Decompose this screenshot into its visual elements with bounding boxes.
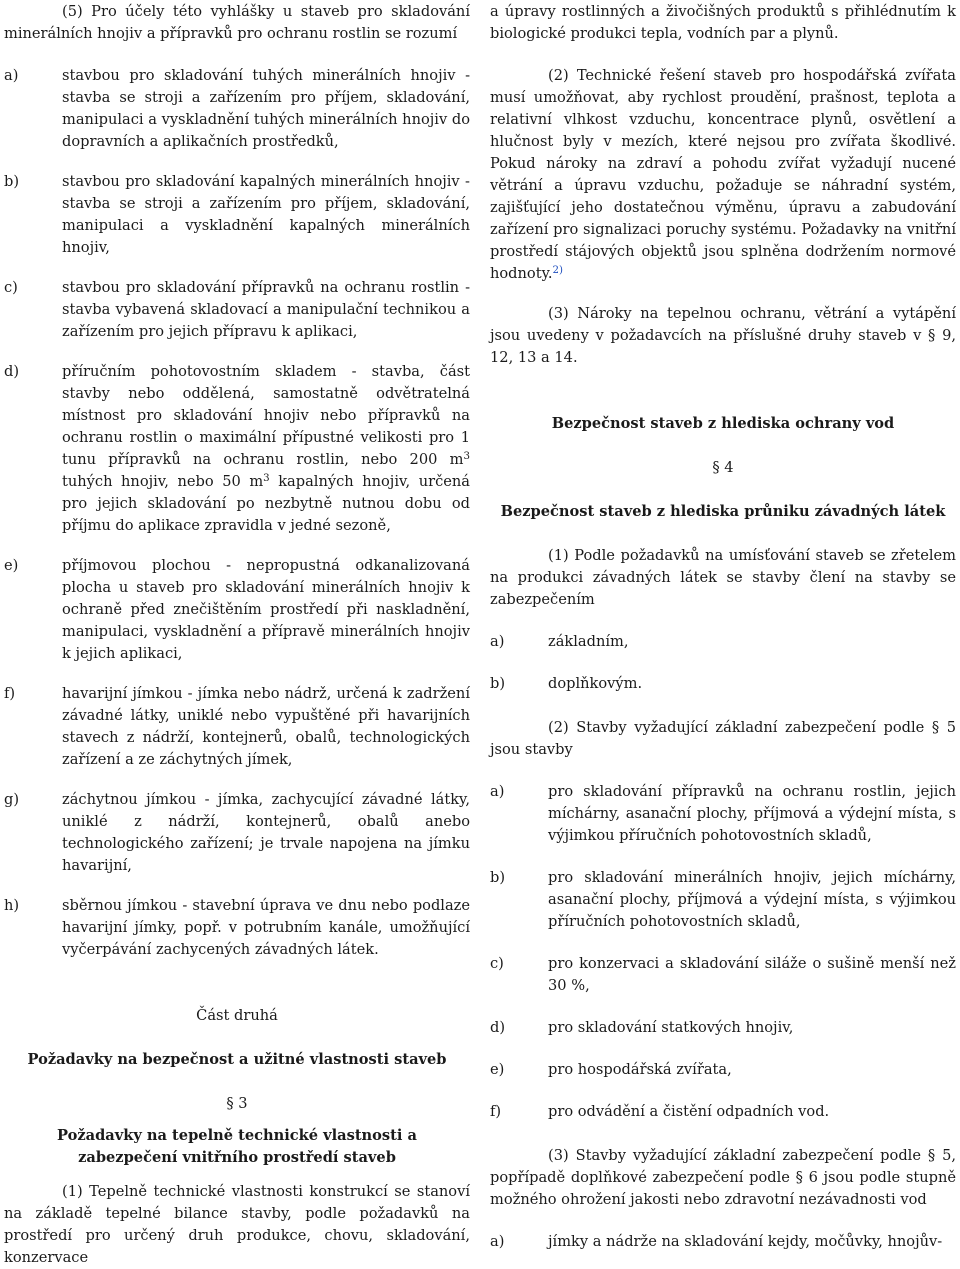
item-label: d) (490, 1019, 506, 1036)
item-label: a) (4, 67, 19, 84)
section-number: § 4 (712, 459, 734, 476)
definition-item (4, 277, 470, 343)
item-text: sběrnou jímkou - stavební úprava ve dnu nebo podlaze havarijní jímky, popř. v potrubním kanále, umožňující vyčerpávání zachycených závadných látek. (62, 897, 470, 958)
item-text: pro konzervaci a skladování siláže o sušině menší než 30 %, (548, 955, 956, 994)
section-heading: Požadavky na tepelně technické vlastnosti a zabezpečení vnitřního prostředí staveb (57, 1127, 417, 1166)
definition-item (4, 65, 470, 153)
item-text: doplňkovým. (548, 675, 643, 692)
item-label: b) (490, 869, 506, 886)
superscript: 3 (263, 472, 270, 484)
part-heading: Požadavky na bezpečnost a užitné vlastnosti staveb (27, 1051, 447, 1068)
item-label: b) (4, 173, 20, 190)
item-label: b) (490, 675, 506, 692)
item-label: f) (490, 1103, 502, 1120)
definition-item (4, 171, 470, 259)
item-text: příjmovou plochou - nepropustná odkanalizovaná plocha u staveb pro skladování minerálních hnojiv k ochraně před znečištěním prostředí při naskladnění, manipulaci, vyskladnění a přípravě minerálních hnojiv k jejich aplikaci, (62, 557, 470, 662)
item-text: havarijní jímkou - jímka nebo nádrž, určená k zadržení závadné látky, uniklé nebo vypuštěné při havarijních stavech z nádrží, kontejnerů, obalů, technologických zařízení a ze záchytných jímek, (62, 685, 470, 768)
item-text-part: příručním pohotovostním skladem - stavba, část stavby nebo oddělená, samostatně odvětratelná místnost pro skladování hnojiv nebo přípravků na ochranu rostlin o maximální přípustné velikosti pro 1 tunu přípravků na ochranu rostlin, nebo 200 m (62, 363, 470, 468)
section-heading: Bezpečnost staveb z hlediska ochrany vod (551, 415, 895, 432)
item-label: d) (4, 363, 20, 380)
item-text-part: tuhých hnojiv, nebo 50 m (62, 473, 264, 490)
paragraph (490, 65, 956, 285)
item-text-part: kapalných hnojiv, určená pro jejich skladování po nezbytně nutnou dobu od příjmu do aplikace zpravidla v jedné sezoně, (62, 473, 470, 534)
section-number: § 3 (226, 1095, 248, 1112)
part-title: Část druhá (196, 1007, 278, 1024)
item-label: e) (4, 557, 19, 574)
list-item (490, 1017, 956, 1039)
list-item (490, 1101, 956, 1123)
intro-paragraph: (5) Pro účely této vyhlášky u staveb pro skladování minerálních hnojiv a přípravků pro ochranu rostlin se rozumí (4, 3, 470, 42)
item-text: pro hospodářská zvířata, (548, 1061, 732, 1078)
footnote-ref: 2) (552, 264, 564, 276)
item-text (62, 361, 470, 537)
item-text: pro skladování minerálních hnojiv, jejich míchárny, asanační plochy, příjmová a výdejní místa, s výjimkou příručních pohotovostních skladů, (548, 869, 956, 930)
list-item (490, 1059, 956, 1081)
definition-item (4, 555, 470, 665)
item-label: c) (4, 279, 18, 296)
list-item (490, 631, 956, 653)
list-item (490, 867, 956, 933)
item-label: a) (490, 783, 505, 800)
item-text: pro skladování statkových hnojiv, (548, 1019, 794, 1036)
definition-item (4, 683, 470, 771)
definition-item (4, 361, 470, 537)
paragraph: (2) Stavby vyžadující základní zabezpečení podle § 5 jsou stavby (490, 719, 956, 758)
item-text: pro skladování přípravků na ochranu rostlin, jejich míchárny, asanační plochy, příjmová a výdejní místa, s výjimkou příručních pohotovostních skladů, (548, 783, 956, 844)
item-text: stavbou pro skladování přípravků na ochranu rostlin - stavba vybavená skladovací a manipulační technikou a zařízením pro jejich přípravu k aplikaci, (62, 279, 470, 340)
paragraph: (1) Podle požadavků na umísťování staveb se zřetelem na produkci závadných látek se stavby člení na stavby se zabezpečením (490, 547, 956, 608)
continued-paragraph: a úpravy rostlinných a živočišných produktů s přihlédnutím k biologické produkci tepla, vodních par a plynů. (490, 3, 956, 42)
item-label: c) (490, 955, 504, 972)
list-item (490, 673, 956, 695)
item-text: stavbou pro skladování tuhých minerálních hnojiv - stavba se stroji a zařízením pro příjem, skladování, manipulaci a vyskladnění tuhých minerálních hnojiv do dopravních a aplikačních prostředků, (62, 67, 470, 150)
item-label: g) (4, 791, 20, 808)
list-item (490, 1231, 956, 1253)
item-text: stavbou pro skladování kapalných minerálních hnojiv - stavba se stroji a zařízením pro příjem, skladování, manipulaci a vyskladnění kapalných minerálních hnojiv, (62, 173, 470, 256)
superscript: 3 (463, 450, 470, 462)
item-text: pro odvádění a čistění odpadních vod. (548, 1103, 830, 1120)
paragraph: (3) Stavby vyžadující základní zabezpečení podle § 5, popřípadě doplňkové zabezpečení podle § 6 jsou podle stupně možného ohrožení jakosti nebo zdravotní nezávadnosti vod (490, 1147, 956, 1208)
item-text: jímky a nádrže na skladování kejdy, močůvky, hnojův- (548, 1233, 943, 1250)
item-label: a) (490, 633, 505, 650)
item-label: f) (4, 685, 16, 702)
item-label: h) (4, 897, 20, 914)
list-item (490, 781, 956, 847)
definition-item (4, 789, 470, 877)
paragraph: (1) Tepelně technické vlastnosti konstrukcí se stanoví na základě tepelné bilance stavby, podle požadavků na prostředí pro určený druh produkce, chovu, skladování, konzervace (4, 1183, 470, 1266)
item-label: a) (490, 1233, 505, 1250)
section-heading: Bezpečnost staveb z hlediska průniku závadných látek (500, 503, 946, 520)
paragraph: (3) Nároky na tepelnou ochranu, větrání a vytápění jsou uvedeny v požadavcích na příslušné druhy staveb v § 9, 12, 13 a 14. (490, 305, 956, 366)
right-column (490, 0, 956, 1253)
item-label: e) (490, 1061, 505, 1078)
definition-item (4, 895, 470, 961)
paragraph-text: (2) Technické řešení staveb pro hospodářská zvířata musí umožňovat, aby rychlost proudění, prašnost, teplota a relativní vlhkost vzduchu, koncentrace plynů, osvětlení a hlučnost byly v mezích, které nejsou pro zvířata škodlivé. Pokud nároky na zdraví a pohodu zvířat vyžadují nucené větrání a úpravu vzduchu, požaduje se náhradní systém, zajišťující jeho dostatečnou výměnu, úpravu a zabudování zařízení pro signalizaci poruchy systému. Požadavky na vnitřní prostředí stájových objektů jsou splněna dodržením normové hodnoty. (490, 67, 956, 282)
left-column (4, 0, 470, 1269)
item-text: základním, (548, 633, 629, 650)
list-item (490, 953, 956, 997)
item-text: záchytnou jímkou - jímka, zachycující závadné látky, uniklé z nádrží, kontejnerů, obalů anebo technologického zařízení; je trvale napojena na jímku havarijní, (62, 791, 470, 874)
